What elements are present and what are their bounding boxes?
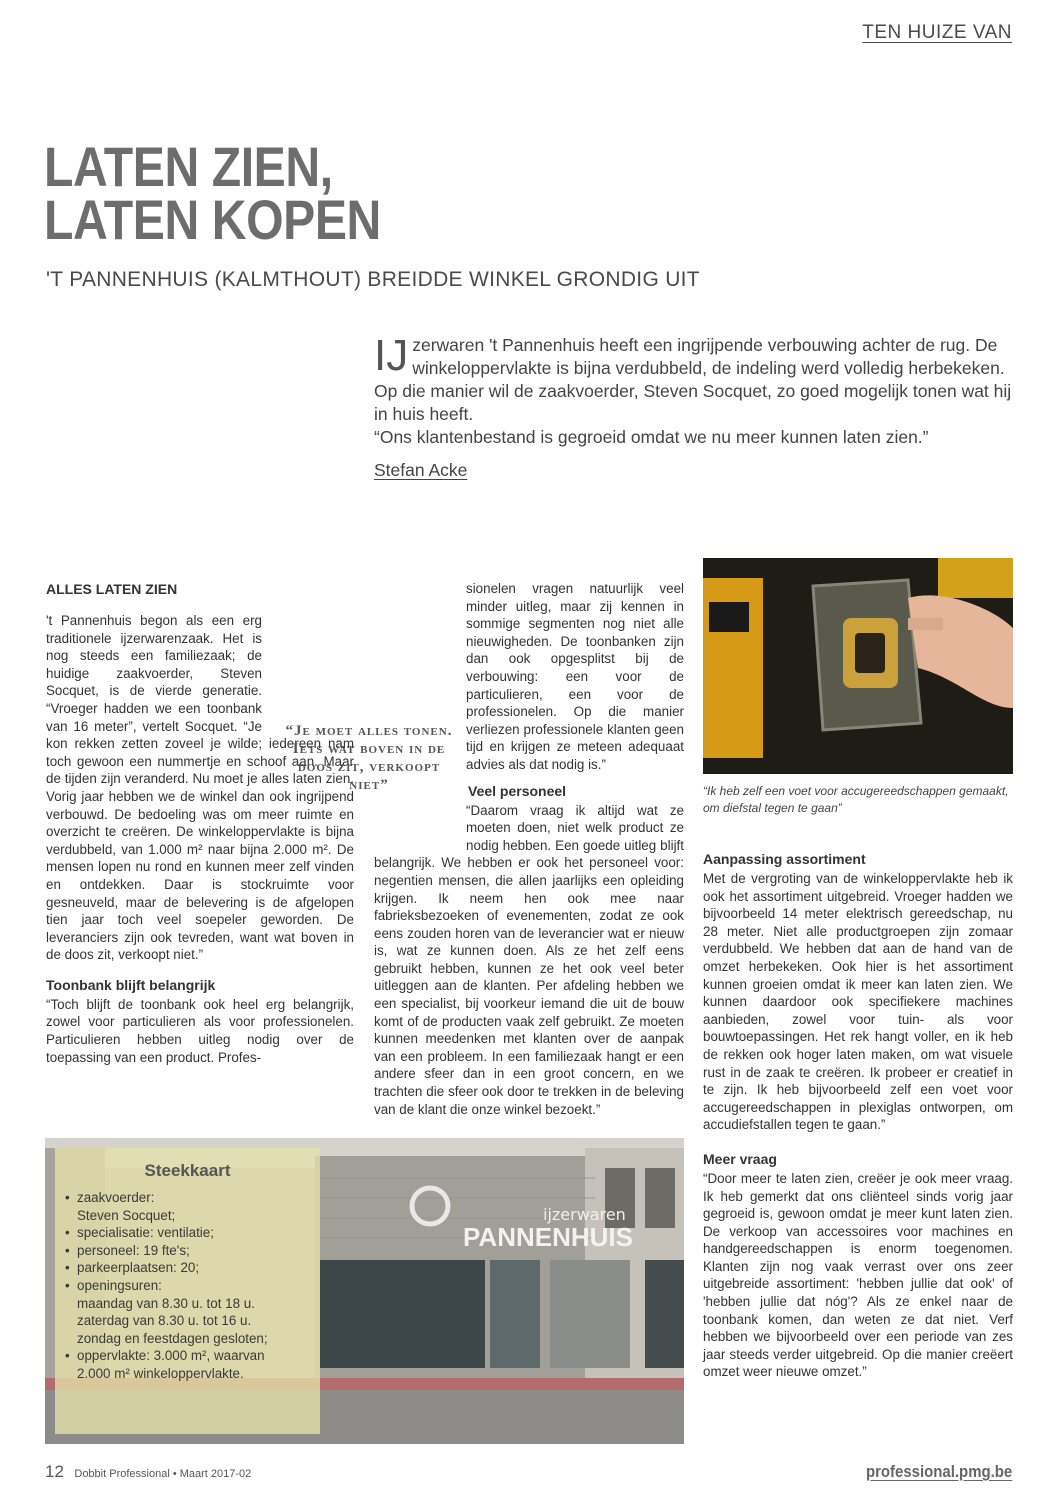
publication-info: Dobbit Professional • Maart 2017-02: [74, 1468, 252, 1480]
intro-quote: “Ons klantenbestand is gegroeid omdat we nu meer kunnen laten zien.”: [374, 427, 929, 447]
article-column-3: [703, 850, 1013, 1381]
drop-cap: IJ: [374, 331, 409, 380]
body-paragraph: “Door meer te laten zien, creëer je ook meer vraag. Ik heb gemerkt dat ons cliënteel sinds vorig jaar gegroeid is, gewoon omdat je meer kunt laten zien. De verkoop van accessoires voor machines en handgereedschappen is enorm toegenomen. Klanten zijn nog vaak verrast over ons zeer uitgebreide assortiment: 'hebben jullie dat ook' of 'hebben jullie dat nóg'? Als ze enkel naar de toonbank komen, dan weten ze dat niet. Verf hebben we bijvoorbeeld over een periode van zes jaar steeds verder uitgebreid. Op die manier creëert omzet weer nieuwe omzet.”: [703, 1170, 1013, 1380]
fact-item: • zaakvoerder: Steven Socquet;: [65, 1189, 320, 1224]
section-heading: ALLES LATEN ZIEN: [46, 581, 178, 597]
sign-small-text: ijzerwaren: [543, 1205, 626, 1224]
body-text: 't Pannenhuis begon als een erg traditionele ijzerwarenzaak. Het is nog steeds een familiezaak; de huidige zaakvoerder, Steven Socquet, is de vierde generatie. “Vroeger hadden we een toonbank van 16 meter”, vertelt Socquet. “Je kon rekken zetten zoveel je wilde; iedereen nam toch gewoon een nummertje en schoof aan. Maar de tijden zijn veranderd. Nu moet je alles laten zien. Vorig jaar hebben we de winkel dan ook ingrijpend verbouwd. De bedoeling was om meer ruimte en overzicht te creëren. De winkeloppervlakte is bijna verdubbeld, van 1.000 m² naar bijna 2.000 m². De mensen lopen nu rond en kunnen meer zelf vinden en ontdekken. Daar is stockruimte voor gesneuveld, maar de belevering is de afgelopen tien jaar toch veel soepeler geworden. De leveranciers zijn ook tevreden, want wat boven in de doos zit, verkoopt niet.”: [46, 613, 354, 963]
intro-text: zerwaren 't Pannenhuis heeft een ingrijpende verbouwing achter de rug. De winkeloppervlakte is bijna verdubbeld, de indeling werd volledig herbekeken. Op die manier wil de zaakvoerder, Steven Socquet, zo goed mogelijk tonen wat hij in huis heeft.: [374, 335, 1012, 424]
photo-caption: “Ik heb zelf een voet voor accugereedschappen gemaakt, om diefstal tegen te gaan”: [703, 784, 1009, 815]
body-paragraph: “Toch blijft de toonbank ook heel erg belangrijk, zowel voor particulieren als voor professionelen. Particulieren hebben uitleg nodig over de toepassing van een product. Profes-: [46, 996, 354, 1065]
author-byline: Stefan Acke: [374, 460, 468, 480]
article-column-1: [46, 580, 354, 1066]
fact-item: • specialisatie: ventilatie;: [65, 1224, 320, 1242]
page-number: 12: [45, 1462, 64, 1481]
section-heading: Toonbank blijft belangrijk: [46, 976, 216, 993]
pull-quote: “Je moet alles tonen. Iets wat boven in de doos zit, verkoopt niet”: [285, 723, 453, 793]
fact-item: • oppervlakte: 3.000 m², waarvan 2.000 m² winkeloppervlakte.: [65, 1347, 320, 1382]
intro-paragraph: [374, 331, 1014, 449]
fact-box: [55, 1148, 320, 1434]
website-link[interactable]: professional.pmg.be: [865, 1462, 1012, 1481]
product-photo: [703, 558, 1013, 774]
fact-item: • openingsuren: maandag van 8.30 u. tot 18 u. zaterdag van 8.30 u. tot 16 u. zondag en feestdagen gesloten;: [65, 1277, 320, 1347]
article-column-2: [374, 580, 684, 1118]
sign-main-text: PANNENHUIS: [463, 1222, 633, 1252]
plexiglas-stand-photo: [703, 558, 1013, 774]
fact-box-title: Steekkaart: [144, 1161, 231, 1180]
body-paragraph: “Daarom vraag ik altijd wat ze moeten doen, niet welk product ze nodig hebben. Een goede uitleg blijft belangrijk. We hebben er ook het personeel voor: negentien mensen, die allen jaarlijks een opleiding krijgen. Ik neem hen ook mee naar fabrieksbezoeken of evenementen, zodat ze ook eens zouden horen van de leverancier wat er nieuw is, wat ze kunnen doen. Als ze het zelf eens gebruikt hebben, kunnen ze het ook veel beter uitleggen aan de klanten. Per afdeling hebben we een specialist, bij voorkeur iemand die uit de bouw komt of de producten vaak zelf gebruikt. Ze moeten kunnen meedenken met klanten over de aanpak van een probleem. In een familiezaak hangt er een andere sfeer dan in een groot concern, en we trachten die sfeer ook door te trekken in de beleving van de klant die onze winkel bezoekt.”: [374, 802, 684, 1117]
subheadline: 'T PANNENHUIS (KALMTHOUT) BREIDDE WINKEL GRONDIG UIT: [46, 268, 700, 291]
section-heading: Veel personeel: [468, 782, 567, 799]
headline-line-2: LATEN KOPEN: [44, 188, 381, 251]
pullquote-gap: [262, 612, 354, 722]
fact-item: • personeel: 19 fte's;: [65, 1242, 320, 1260]
section-heading: Aanpassing assortiment: [703, 851, 866, 867]
fact-item: • parkeerplaatsen: 20;: [65, 1259, 320, 1277]
page-footer: [45, 1462, 251, 1482]
section-tag: TEN HUIZE VAN: [862, 22, 1012, 43]
pullquote-gap: [374, 688, 466, 838]
page-title: [44, 135, 560, 251]
fact-list: [55, 1189, 320, 1383]
body-paragraph: [374, 580, 684, 774]
body-text: sionelen vragen natuurlijk veel minder uitleg, maar zij kennen in sommige segmenten nog niet alle nieuwigheden. De toonbanken zijn dan ook opgesplitst bij de verbouwing: een voor de particulieren, een voor de professionelen. Op die manier verliezen professionele klanten geen tijd en krijgen ze meteen adequaat advies als dat nodig is.”: [466, 581, 684, 772]
body-paragraph: Met de vergroting van de winkeloppervlakte heb ik ook het assortiment uitgebreid. Vroeger hadden we bijvoorbeeld 14 meter elektrisch gereedschap, nu 28 meter. Niet alle productgroepen zijn zomaar verdubbeld. We hebben dat aan de hand van de omzet herbekeken. Ook hier is het assortiment kunnen groeien omdat ik meer kan laten zien. We kunnen daardoor ook specifiekere machines aanbieden, zowel voor tuin- als voor bouwtoepassingen. Het rek hangt voller, en ik heb de rekken ook hoger laten maken, om wat visuele rust in de zaak te creëren. Ik probeer er creatief in te zijn. Ik heb bijvoorbeeld zelf een voet voor accugereedschappen in plexiglas ontworpen, om accudiefstallen tegen te gaan.”: [703, 871, 1013, 1133]
section-heading: Meer vraag: [703, 1150, 777, 1167]
headline-line-1: LATEN ZIEN,: [44, 135, 333, 198]
